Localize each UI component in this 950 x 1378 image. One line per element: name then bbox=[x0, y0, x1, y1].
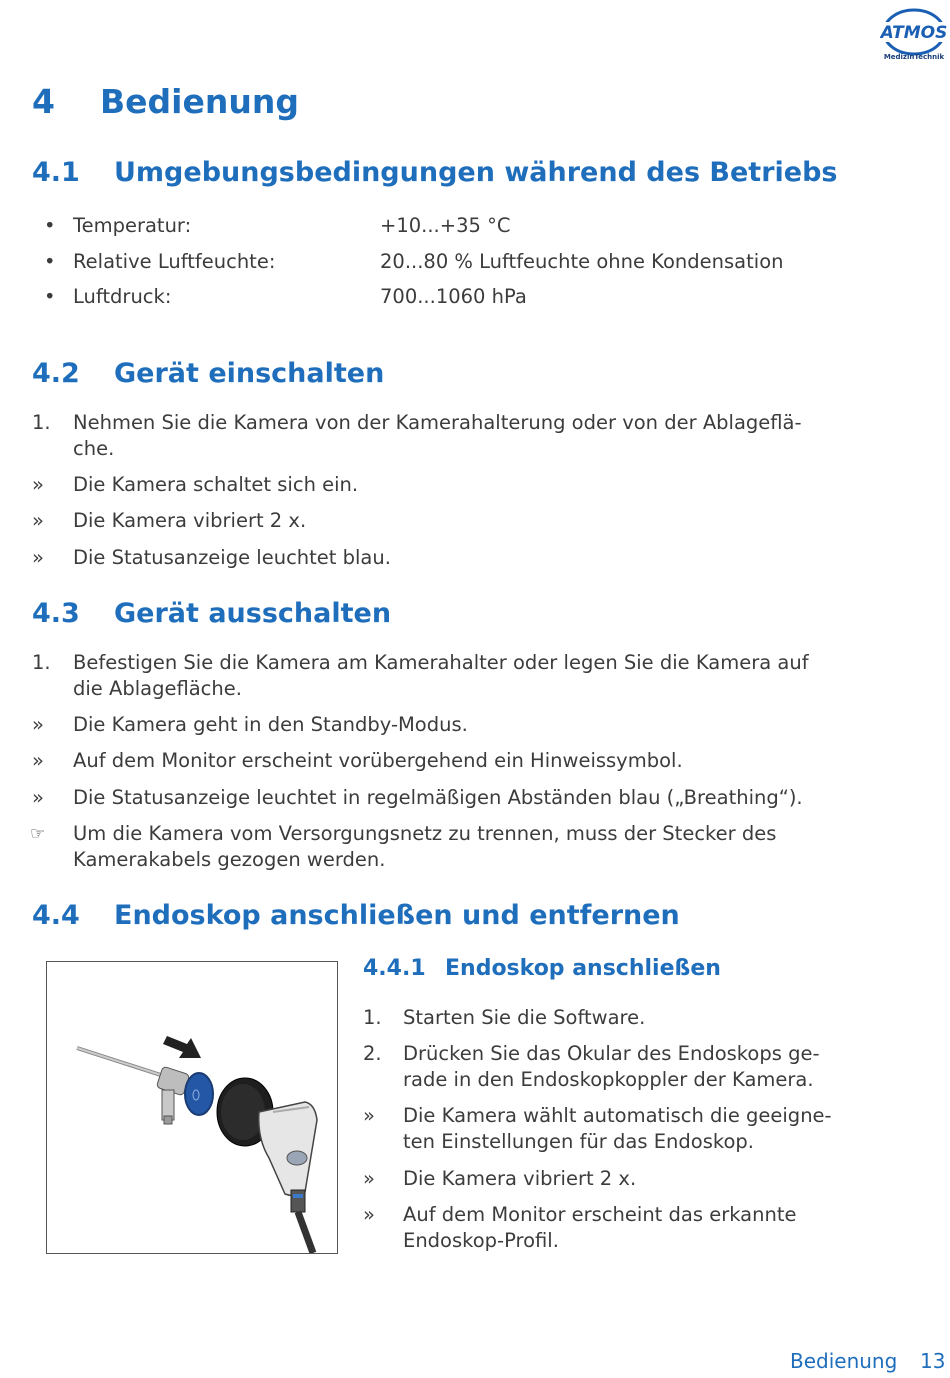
hint-text: Kamerakabels gezogen werden. bbox=[73, 848, 386, 871]
result-marker: » bbox=[32, 546, 44, 569]
result-text: Die Kamera vibriert 2 x. bbox=[73, 509, 307, 532]
hint-hand-icon: ☞ bbox=[30, 824, 46, 844]
step-marker: 2. bbox=[363, 1042, 382, 1065]
footer-section-label: Bedienung bbox=[790, 1349, 898, 1373]
result-marker: » bbox=[32, 786, 44, 809]
result-text: Die Statusanzeige leuchtet in regelmäßigen Abständen blau („Breathing“). bbox=[73, 786, 803, 809]
condition-label: Relative Luftfeuchte: bbox=[73, 250, 276, 273]
condition-value: +10...+35 °C bbox=[380, 214, 511, 237]
section-number: 4.3 bbox=[32, 598, 80, 629]
step-text: Nehmen Sie die Kamera von der Kamerahalterung oder von der Ablageflä- bbox=[73, 411, 802, 434]
subsection-title: Endoskop anschließen bbox=[445, 956, 721, 981]
step-marker: 1. bbox=[32, 651, 51, 674]
step-text: die Ablagefläche. bbox=[73, 677, 242, 700]
result-marker: » bbox=[363, 1167, 375, 1190]
page-number: 13 bbox=[920, 1349, 946, 1373]
chapter-title: Bedienung bbox=[100, 82, 299, 121]
step-text: rade in den Endoskopkoppler der Kamera. bbox=[403, 1068, 814, 1091]
step-text: Drücken Sie das Okular des Endoskops ge- bbox=[403, 1042, 820, 1065]
step-text: Starten Sie die Software. bbox=[403, 1006, 646, 1029]
result-text: ten Einstellungen für das Endoskop. bbox=[403, 1130, 754, 1153]
svg-text:ATMOS: ATMOS bbox=[880, 23, 948, 43]
result-marker: » bbox=[32, 713, 44, 736]
step-marker: 1. bbox=[32, 411, 51, 434]
result-marker: » bbox=[32, 473, 44, 496]
condition-label: Luftdruck: bbox=[73, 285, 172, 308]
result-marker: » bbox=[363, 1203, 375, 1226]
result-text: Die Kamera vibriert 2 x. bbox=[403, 1167, 637, 1190]
endoscope-camera-illustration bbox=[46, 961, 338, 1254]
bullet-marker: • bbox=[44, 250, 56, 273]
step-text: che. bbox=[73, 437, 115, 460]
result-marker: » bbox=[32, 509, 44, 532]
condition-label: Temperatur: bbox=[73, 214, 192, 237]
step-text: Befestigen Sie die Kamera am Kamerahalter oder legen Sie die Kamera auf bbox=[73, 651, 809, 674]
section-title: Gerät ausschalten bbox=[114, 598, 392, 629]
result-text: Die Kamera wählt automatisch die geeigne- bbox=[403, 1104, 832, 1127]
section-title: Endoskop anschließen und entfernen bbox=[114, 900, 680, 931]
result-marker: » bbox=[32, 749, 44, 772]
hint-text: Um die Kamera vom Versorgungsnetz zu trennen, muss der Stecker des bbox=[73, 822, 777, 845]
subsection-number: 4.4.1 bbox=[363, 956, 426, 981]
section-title: Umgebungsbedingungen während des Betriebs bbox=[114, 157, 838, 188]
result-text: Auf dem Monitor erscheint das erkannte bbox=[403, 1203, 797, 1226]
result-marker: » bbox=[363, 1104, 375, 1127]
result-text: Die Statusanzeige leuchtet blau. bbox=[73, 546, 391, 569]
chapter-number: 4 bbox=[32, 82, 55, 121]
bullet-marker: • bbox=[44, 285, 56, 308]
result-text: Die Kamera geht in den Standby-Modus. bbox=[73, 713, 468, 736]
bullet-marker: • bbox=[44, 214, 56, 237]
section-number: 4.1 bbox=[32, 157, 80, 188]
condition-value: 700...1060 hPa bbox=[380, 285, 527, 308]
step-marker: 1. bbox=[363, 1006, 382, 1029]
section-title: Gerät einschalten bbox=[114, 358, 385, 389]
logo-subtitle: MedizinTechnik bbox=[883, 53, 945, 61]
condition-value: 20...80 % Luftfeuchte ohne Kondensation bbox=[380, 250, 784, 273]
section-number: 4.2 bbox=[32, 358, 80, 389]
result-text: Endoskop-Profil. bbox=[403, 1229, 559, 1252]
result-text: Auf dem Monitor erscheint vorübergehend ein Hinweissymbol. bbox=[73, 749, 683, 772]
result-text: Die Kamera schaltet sich ein. bbox=[73, 473, 359, 496]
section-number: 4.4 bbox=[32, 900, 80, 931]
